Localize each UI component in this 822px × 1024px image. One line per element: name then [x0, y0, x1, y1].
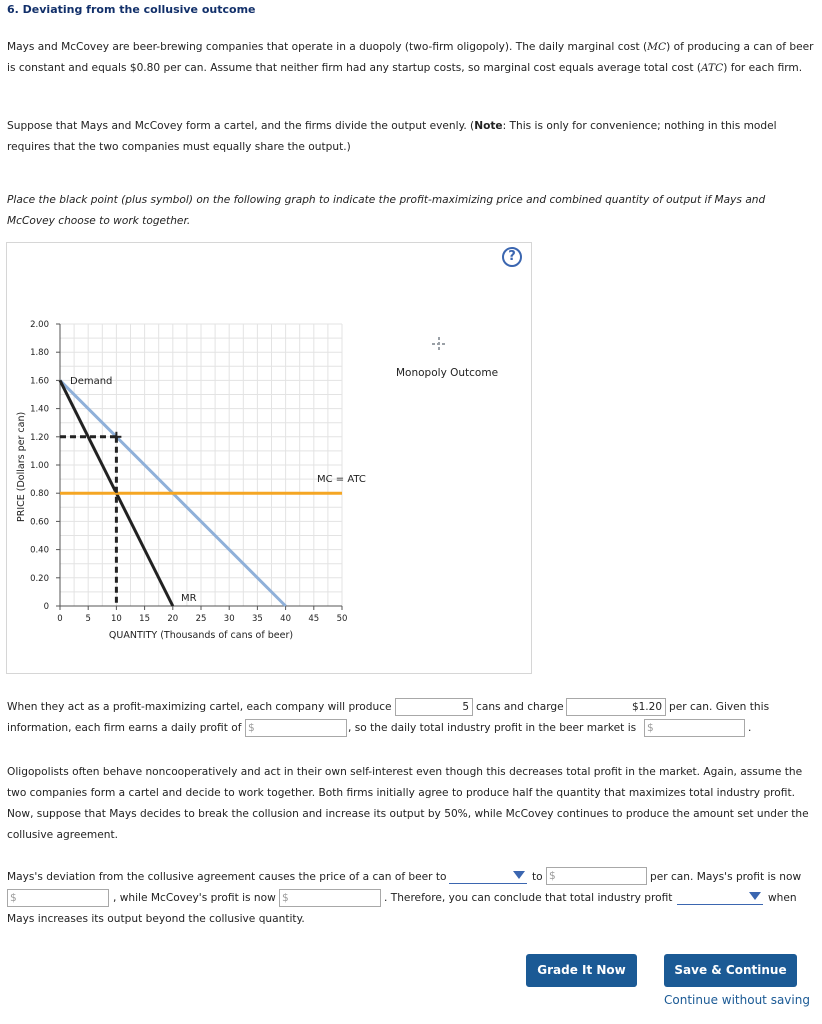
page-title: 6. Deviating from the collusive outcome [7, 3, 256, 16]
monopoly-outcome-tool-icon[interactable] [428, 333, 450, 355]
supply-demand-graph[interactable] [0, 0, 560, 680]
y-tick-label: 0.40 [30, 545, 49, 556]
dollar-sign: $ [549, 870, 556, 882]
cartel-question-line2-a: information, each firm earns a daily profit of [7, 722, 242, 734]
y-tick-label: 2.00 [30, 320, 49, 330]
monopoly-outcome-label: Monopoly Outcome [396, 367, 499, 379]
dollar-sign: $ [10, 892, 17, 904]
industry-profit-direction-dropdown[interactable] [677, 889, 763, 905]
deviation-question-line3: Mays increases its output beyond the collusive quantity. [7, 913, 305, 925]
graph-instruction: Place the black point (plus symbol) on the following graph to indicate the profit-maximizing price and combined quantity of output if Mays and McCovey choose to work together. [7, 194, 766, 227]
deviation-question-line2-b: . Therefore, you can conclude that total industry profit [384, 892, 673, 904]
y-tick-label: 1.80 [30, 348, 49, 359]
x-tick-label: 15 [139, 614, 151, 624]
y-tick-label: 0 [43, 602, 49, 612]
intro-text-c: ) for each firm. [723, 62, 803, 74]
y-tick-label: 1.20 [30, 432, 49, 443]
cartel-question-line1-c: per can. Given this [669, 701, 770, 713]
grade-it-now-button[interactable]: Grade It Now [526, 954, 637, 987]
quantity-input[interactable]: 5 [395, 698, 473, 716]
atc-term: ATC [700, 62, 724, 74]
y-tick-label: 0.60 [30, 517, 49, 528]
cartel-question-line2-b: , so the daily total industry profit in the beer market is [348, 722, 637, 734]
mays-profit-input[interactable] [7, 889, 109, 907]
mc-term: MC [647, 41, 667, 53]
continue-without-saving-link[interactable]: Continue without saving [664, 993, 810, 1007]
x-tick-label: 40 [280, 614, 292, 624]
dollar-sign: $ [647, 722, 654, 734]
x-tick-label: 35 [251, 614, 263, 624]
cartel-question-line1-a: When they act as a profit-maximizing cartel, each company will produce [7, 701, 392, 713]
intro-text-b: ) of producing a can of beer is constant and equals $0.80 per can. Assume that neither firm had any startup costs, so marginal cost equals average total cost ( [7, 41, 814, 74]
deviation-question-line1-c: per can. Mays's profit is now [650, 871, 802, 883]
x-tick-label: 5 [85, 614, 91, 624]
intro-text-a: Mays and McCovey are beer-brewing companies that operate in a duopoly (two-firm oligopoly). The daily marginal cost ( [7, 41, 648, 53]
y-tick-label: 1.60 [30, 376, 49, 387]
y-axis-title: PRICE (Dollars per can) [16, 411, 27, 522]
demand-label: Demand [70, 376, 113, 387]
y-tick-label: 1.00 [30, 461, 49, 471]
save-continue-button[interactable]: Save & Continue [664, 954, 797, 987]
x-tick-label: 10 [110, 614, 122, 624]
deviation-paragraph: Oligopolists often behave noncooperatively and act in their own self-interest even though this decreases total profit in the market. Again, assume the two companies form a cartel and decide to work together. Both firms initially agree to produce half the quantity that maximizes total industry profit. Now, suppose that Mays decides to break the collusion and increase its output by 50%, while McCovey continues to produce the amount set under the collusive agreement. [7, 766, 809, 841]
dollar-sign: $ [282, 892, 289, 904]
price-direction-dropdown[interactable] [449, 868, 527, 884]
x-tick-label: 50 [336, 614, 348, 624]
cartel-question-line1-b: cans and charge [476, 701, 564, 713]
deviation-question-line2-a: , while McCovey's profit is now [113, 892, 276, 904]
mr-label: MR [181, 593, 197, 604]
x-tick-label: 30 [223, 614, 235, 624]
x-tick-label: 0 [57, 614, 63, 624]
industry-profit-input[interactable] [644, 719, 745, 737]
x-axis-title: QUANTITY (Thousands of cans of beer) [108, 630, 294, 641]
cartel-question-period: . [748, 722, 752, 734]
help-icon[interactable]: ? [502, 247, 522, 267]
note-label: Note [474, 120, 503, 132]
mc-atc-label: MC = ATC [317, 474, 366, 485]
x-tick-label: 25 [195, 614, 207, 624]
chevron-down-icon [513, 871, 525, 879]
mccovey-profit-input[interactable] [279, 889, 381, 907]
dollar-sign: $ [248, 722, 255, 734]
cartel-text-b: : This is only for convenience; nothing in this model requires that the two companies must equally share the output.) [7, 120, 777, 153]
x-tick-label: 20 [167, 614, 179, 624]
deviation-question-line1-b: to [532, 871, 543, 883]
deviation-question-line1-a: Mays's deviation from the collusive agreement causes the price of a can of beer to [7, 871, 447, 883]
y-tick-label: 1.40 [30, 404, 49, 415]
y-tick-label: 0.80 [30, 489, 49, 500]
price-input[interactable]: $1.20 [566, 698, 666, 716]
cartel-text-a: Suppose that Mays and McCovey form a cartel, and the firms divide the output evenly. ( [7, 120, 475, 132]
y-tick-label: 0.20 [30, 573, 49, 584]
chevron-down-icon [749, 892, 761, 900]
deviation-question-line2-c: when [768, 892, 797, 904]
placed-point-layer[interactable] [60, 432, 121, 606]
firm-profit-input[interactable] [245, 719, 347, 737]
new-price-input[interactable] [546, 867, 647, 885]
x-tick-label: 45 [308, 614, 320, 624]
